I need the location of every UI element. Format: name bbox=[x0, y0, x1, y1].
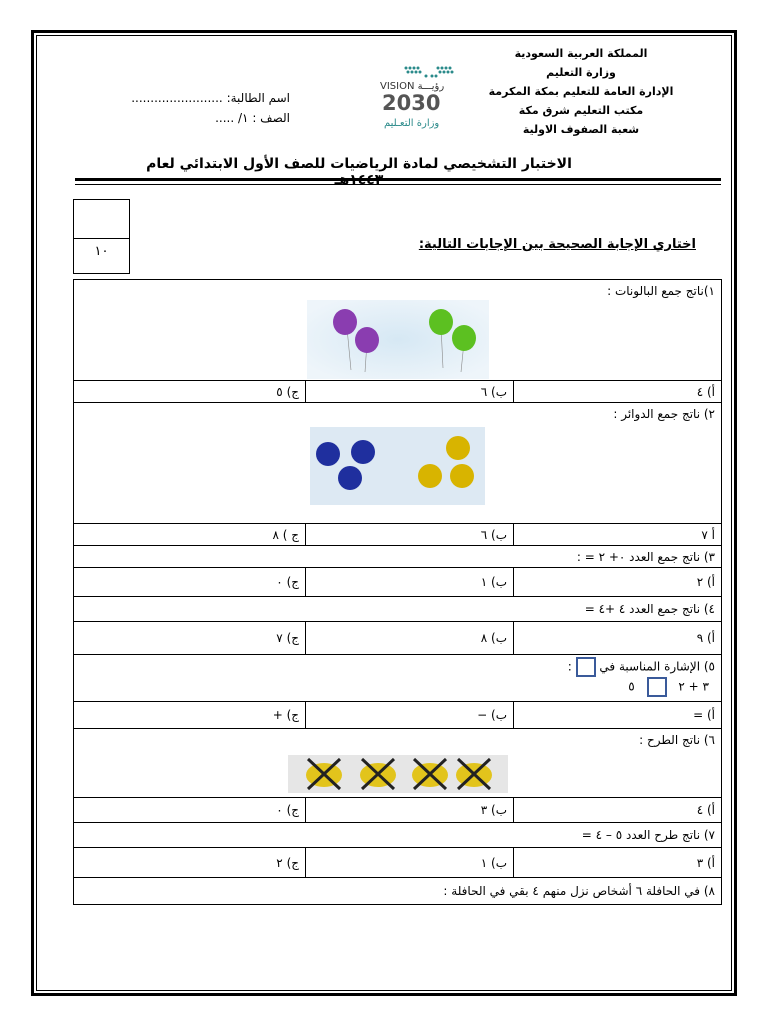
question-row bbox=[74, 403, 722, 524]
question-text: ٨) في الحافلة ٦ أشخاص نزل منهم ٤ بقي في الحافلة : bbox=[74, 878, 722, 905]
question-row bbox=[74, 729, 722, 798]
blue-circle bbox=[338, 466, 362, 490]
crossed-yellow-circle bbox=[412, 759, 448, 789]
yellow-circle bbox=[418, 464, 442, 488]
purple-balloon bbox=[355, 327, 379, 353]
question-text: ٤) ناتج جمع العدد ٤ +٤ = bbox=[74, 597, 722, 622]
vision-2030-logo bbox=[378, 62, 478, 132]
title-rule-thin bbox=[75, 184, 721, 185]
option-a[interactable]: أ) ٤ bbox=[514, 798, 722, 823]
question-row bbox=[74, 597, 722, 622]
crossed-yellow-circle bbox=[456, 759, 492, 789]
green-balloon bbox=[452, 325, 476, 351]
purple-balloon bbox=[333, 309, 357, 335]
option-c[interactable]: ج) ٢ bbox=[74, 848, 306, 878]
option-b[interactable]: ب) ٦ bbox=[306, 524, 514, 546]
question-cell bbox=[74, 729, 722, 798]
crossed-yellow-circle bbox=[306, 759, 342, 789]
logo-year-text: 2030 bbox=[382, 91, 441, 115]
expression-right: ٥ bbox=[628, 679, 635, 694]
option-a[interactable]: أ) ٢ bbox=[514, 568, 722, 597]
option-a[interactable]: أ) ٤ bbox=[514, 381, 722, 403]
questions-table bbox=[73, 279, 722, 905]
question-row bbox=[74, 655, 722, 702]
blank-square[interactable] bbox=[576, 657, 596, 677]
question-row bbox=[74, 280, 722, 381]
yellow-circle bbox=[450, 464, 474, 488]
student-name-field: اسم الطالبة: ........................ bbox=[131, 91, 290, 105]
option-b[interactable]: ب) ٦ bbox=[306, 381, 514, 403]
option-b[interactable]: ب) ٨ bbox=[306, 622, 514, 655]
header-line: الإدارة العامة للتعليم بمكة المكرمة bbox=[488, 85, 674, 98]
option-c[interactable]: ج) ٠ bbox=[74, 798, 306, 823]
crossed-circles-image bbox=[288, 755, 508, 793]
options-row bbox=[74, 568, 722, 597]
options-row bbox=[74, 381, 722, 403]
balloons-image bbox=[307, 300, 489, 379]
blue-circle bbox=[316, 442, 340, 466]
green-balloon bbox=[429, 309, 453, 335]
instruction-heading: اختاري الإجابة الصحيحة بين الإجابات التالية: bbox=[418, 237, 696, 252]
circles-image bbox=[310, 427, 485, 505]
option-b[interactable]: ب) − bbox=[306, 702, 514, 729]
ministry-header bbox=[486, 44, 676, 139]
question-text: ٥) الإشارة المناسبة في bbox=[599, 659, 715, 674]
grade-box bbox=[73, 199, 130, 274]
question-cell bbox=[74, 280, 722, 381]
question-text: ٦) ناتج الطرح : bbox=[639, 733, 715, 747]
blue-circle bbox=[351, 440, 375, 464]
question-row bbox=[74, 546, 722, 568]
crossed-yellow-circle bbox=[360, 759, 396, 789]
option-c[interactable]: ج) ٧ bbox=[74, 622, 306, 655]
option-a[interactable]: أ) ٩ bbox=[514, 622, 722, 655]
option-a[interactable]: أ) = bbox=[514, 702, 722, 729]
question-text: ١)ناتج جمع البالونات : bbox=[607, 284, 715, 298]
options-row bbox=[74, 798, 722, 823]
question-row bbox=[74, 878, 722, 905]
yellow-circle bbox=[446, 436, 470, 460]
option-c[interactable]: ج) ٠ bbox=[74, 568, 306, 597]
options-row bbox=[74, 702, 722, 729]
title-rule bbox=[75, 178, 721, 181]
option-c[interactable]: ج ) ٨ bbox=[74, 524, 306, 546]
option-b[interactable]: ب) ١ bbox=[306, 848, 514, 878]
question-text: ٧) ناتج طرح العدد ٥ – ٤ = bbox=[74, 823, 722, 848]
options-row bbox=[74, 524, 722, 546]
question-cell bbox=[74, 403, 722, 524]
header-line: مكتب التعليم شرق مكة bbox=[518, 104, 644, 117]
header-line: وزارة التعليم bbox=[546, 66, 616, 79]
question-row bbox=[74, 823, 722, 848]
logo-vision-text: VISION رؤيـــة bbox=[380, 81, 445, 92]
options-row bbox=[74, 848, 722, 878]
options-row bbox=[74, 622, 722, 655]
header-line: المملكة العربية السعودية bbox=[514, 47, 648, 60]
option-c[interactable]: ج) + bbox=[74, 702, 306, 729]
question-text: ٢) ناتج جمع الدوائر : bbox=[613, 407, 715, 421]
expression-left: ٣ + ٢ bbox=[678, 679, 709, 694]
option-b[interactable]: ب) ٣ bbox=[306, 798, 514, 823]
option-a[interactable]: أ ٧ bbox=[514, 524, 722, 546]
option-b[interactable]: ب) ١ bbox=[306, 568, 514, 597]
class-field: الصف : ١/ ..... bbox=[215, 111, 290, 125]
question-cell: ٥) الإشارة المناسبة في : ٣ + ٢ ٥ bbox=[74, 655, 722, 702]
blank-square[interactable] bbox=[647, 677, 667, 697]
exam-title: الاختبار التشخيصي لمادة الرياضيات للصف الأول الابتدائي لعام bbox=[146, 156, 572, 172]
logo-ministry-text: وزارة التعـليم bbox=[384, 118, 440, 129]
student-info bbox=[80, 88, 290, 128]
header-line: شعبة الصفوف الاولية bbox=[522, 123, 640, 136]
option-a[interactable]: أ) ٣ bbox=[514, 848, 722, 878]
total-score: ١٠ bbox=[94, 244, 109, 259]
option-c[interactable]: ج) ٥ bbox=[74, 381, 306, 403]
question-text: ٣) ناتج جمع العدد ٠+ ٢ = : bbox=[74, 546, 722, 568]
